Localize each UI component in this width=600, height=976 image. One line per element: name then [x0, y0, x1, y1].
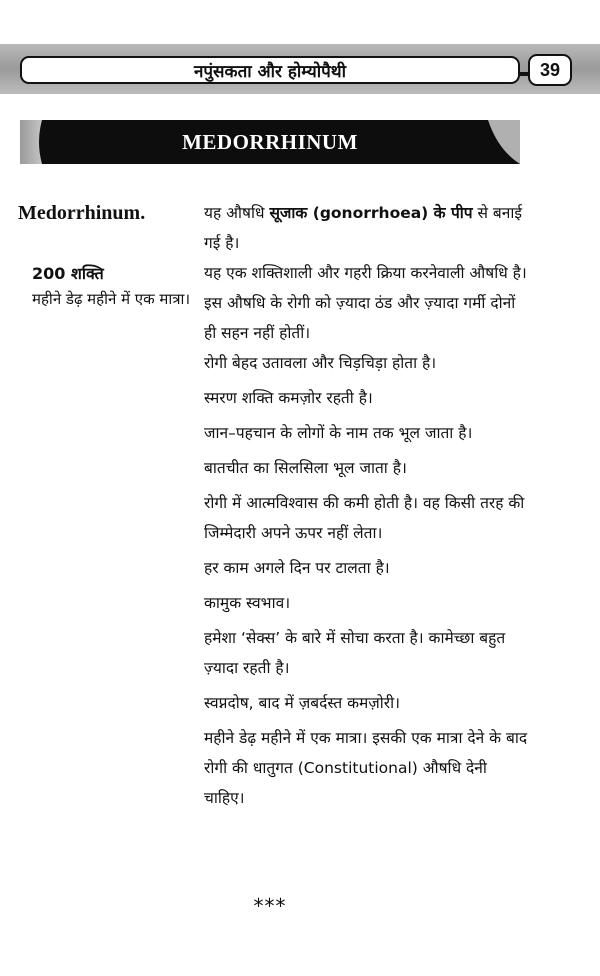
paragraph-confidence: रोगी में आत्मविश्वास की कमी होती है। वह किसी तरह की जिम्मेदारी अपने ऊपर नहीं लेता। [204, 494, 525, 542]
running-header-title: नपुंसकता और होम्योपैथी [20, 56, 520, 84]
paragraph-temperament: रोगी बेहद उतावला और चिड़चिड़ा होता है। [204, 354, 437, 372]
paragraph-procrastination: हर काम अगले दिन पर टालता है। [204, 559, 390, 577]
paragraph-dosage: महीने डेढ़ महीने में एक मात्रा। इसकी एक मात्रा देने के बाद रोगी की धातुगत (Constitutional) औषधि देनी चाहिए। [204, 729, 528, 807]
paragraph-nature: कामुक स्वभाव। [204, 594, 291, 612]
paragraph-source-bold: सूजाक (gonorrhoea) के पीप [269, 204, 473, 222]
chapter-banner [20, 120, 520, 164]
potency-label: 200 शक्ति [32, 264, 104, 283]
dosage-note: महीने डेढ़ महीने में एक मात्रा। [32, 290, 191, 308]
chapter-title: MEDORRHINUM [182, 129, 358, 154]
paragraph-forgets-names: जान–पहचान के लोगों के नाम तक भूल जाता है। [204, 424, 473, 442]
paragraph-forgets-conversation: बातचीत का सिलसिला भूल जाता है। [204, 459, 407, 477]
paragraph-source [204, 198, 528, 258]
paragraph-emissions: स्वप्नदोष, बाद में ज़बर्दस्त कमज़ोरी। [204, 694, 401, 712]
paragraph-source-tail: से बनाई गई है। [204, 204, 523, 252]
remedy-description [204, 198, 528, 818]
paragraph-memory: स्मरण शक्ति कमज़ोर रहती है। [204, 389, 373, 407]
remedy-name: Medorrhinum. [18, 202, 146, 224]
page-number: 39 [528, 54, 572, 86]
section-end-mark: *** [253, 894, 287, 918]
paragraph-source-lead: यह औषधि [204, 204, 270, 222]
paragraph-desire: हमेशा ‘सेक्स’ के बारे में सोचा करता है। कामेच्छा बहुत ज़्यादा रहती है। [204, 629, 506, 677]
paragraph-potency: यह एक शक्तिशाली और गहरी क्रिया करनेवाली औषधि है। [204, 264, 527, 282]
paragraph-temperature: इस औषधि के रोगी को ज़्यादा ठंड और ज़्यादा गर्मी दोनों ही सहन नहीं होतीं। [204, 294, 516, 342]
